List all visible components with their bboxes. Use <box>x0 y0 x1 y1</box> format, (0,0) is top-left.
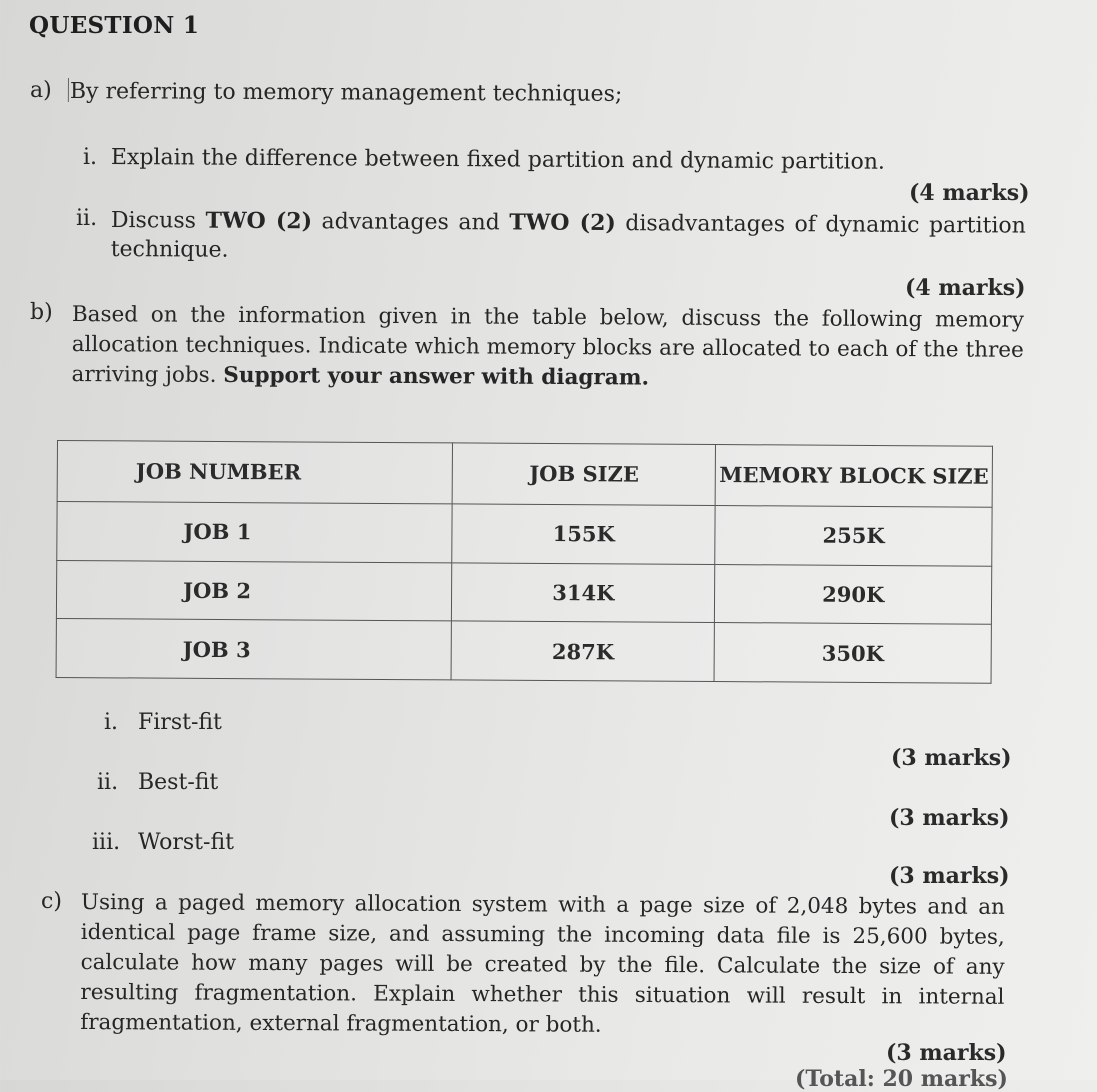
part-b-item-2-marks: (3 marks) <box>889 805 1010 831</box>
part-b-question-text: Based on the information given in the table below, discuss the following memory allocation techniques. Indicate which memory blocks are allocated to each of the three arriving jobs. Support your answer with diagram. <box>71 301 1024 391</box>
question-title: QUESTION 1 <box>29 12 200 39</box>
part-c-question-text: Using a paged memory allocation system with a page size of 2,048 bytes and an identical page frame size, and assuming the incoming data file is 25,600 bytes, calculate how many pages will be created by the file. Calculate the size of any resulting fragmentation. Explain whether this situation will result in internal fragmentation, external fragmentation, or both. <box>80 890 1005 1038</box>
part-a-item-1-text: Explain the difference between fixed partition and dynamic partition. <box>110 144 885 175</box>
part-a-intro: By referring to memory management techniques; <box>69 79 623 107</box>
part-c-label: c) <box>41 889 62 914</box>
text-cursor-icon <box>68 78 69 102</box>
part-b-item-2-number: ii. <box>97 770 119 795</box>
part-b-item-1-marks: (3 marks) <box>891 745 1012 771</box>
part-a-item-2-marks: (4 marks) <box>905 275 1026 301</box>
table-header-job-number: JOB NUMBER <box>57 441 453 504</box>
table-header-memory-block-size: MEMORY BLOCK SIZE <box>715 445 992 507</box>
part-a-item-2-text: Discuss TWO (2) advantages and TWO (2) disadvantages of dynamic partition technique. <box>110 207 1026 263</box>
part-a-item-1-number: i. <box>83 145 98 170</box>
part-b-item-3-number: iii. <box>92 830 121 855</box>
part-b-item-2-text: Best-fit <box>138 770 219 795</box>
job-memory-table <box>56 440 993 684</box>
table-header-row <box>57 441 992 507</box>
part-b-label: b) <box>30 300 53 325</box>
total-marks: (Total: 20 marks) <box>795 1066 1008 1092</box>
part-a-label: a) <box>30 78 52 103</box>
table-row <box>56 619 991 683</box>
table-row <box>56 560 991 624</box>
table-cell-job-number: JOB 1 <box>57 501 453 562</box>
part-a-item-1-marks: (4 marks) <box>909 180 1030 206</box>
part-b-item-3-text: Worst-fit <box>138 830 234 855</box>
table-cell-job-number: JOB 3 <box>56 619 452 680</box>
table-cell-memory-block-size: 350K <box>714 623 991 683</box>
part-b-item-3-marks: (3 marks) <box>889 863 1010 889</box>
table-cell-job-size: 287K <box>451 621 715 681</box>
part-b-item-1-text: First-fit <box>138 710 222 735</box>
part-a-item-2-number: ii. <box>76 206 98 231</box>
table-header-job-size: JOB SIZE <box>452 443 716 505</box>
part-b-item-1-number: i. <box>104 710 119 735</box>
part-c-marks: (3 marks) <box>886 1040 1007 1066</box>
table-cell-memory-block-size: 255K <box>715 505 992 565</box>
table-cell-job-size: 314K <box>452 562 716 622</box>
table-cell-job-size: 155K <box>452 504 716 564</box>
table-cell-memory-block-size: 290K <box>715 564 992 624</box>
table-cell-job-number: JOB 2 <box>56 560 452 621</box>
table-row <box>57 501 992 565</box>
